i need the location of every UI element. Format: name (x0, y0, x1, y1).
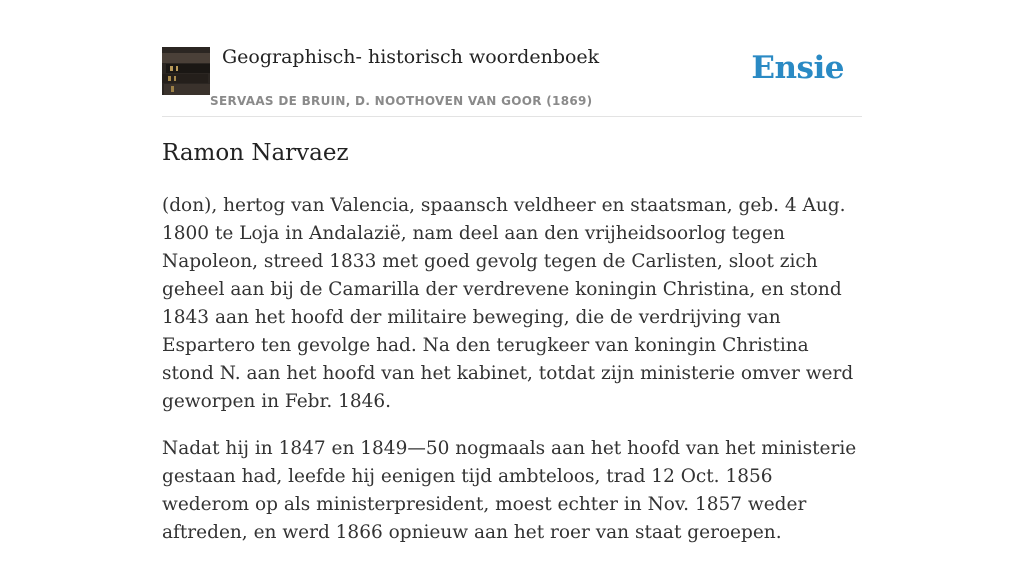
entry-title: Ramon Narvaez (162, 140, 349, 166)
ensie-logo[interactable]: Ensie (751, 50, 844, 86)
entry-paragraph: Nadat hij in 1847 en 1849—50 nogmaals aan het hoofd van het ministerie gestaan had, leefde hij eenigen tijd ambteloos, trad 12 Oct. 1856 wederom op als ministerpresident, moest echter in Nov. 1857 weder aftreden, en werd 1866 opnieuw aan het roer van staat geroepen. (162, 438, 857, 543)
book-authors: SERVAAS DE BRUIN, D. NOOTHOVEN VAN GOOR (1869) (210, 94, 593, 108)
book-cover-avatar[interactable] (162, 47, 210, 95)
book-stack-icon (162, 47, 210, 95)
book-title[interactable]: Geographisch- historisch woordenboek (222, 46, 600, 68)
entry-body (162, 192, 862, 566)
book-header (162, 40, 862, 117)
entry-paragraph: (don), hertog van Valencia, spaansch veldheer en staatsman, geb. 4 Aug. 1800 te Loja in Andalazië, nam deel aan den vrijheidsoorlog tegen Napoleon, streed 1833 met goed gevolg tegen de Carlisten, sloot zich geheel aan bij de Camarilla der verdrevene koningin Christina, en stond 1843 aan het hoofd der militaire beweging, die de verdrijving van Espartero ten gevolge had. Na den terugkeer van koningin Christina stond N. aan het hoofd van het kabinet, totdat zijn ministerie omver werd geworpen in Febr. 1846. (162, 195, 854, 412)
